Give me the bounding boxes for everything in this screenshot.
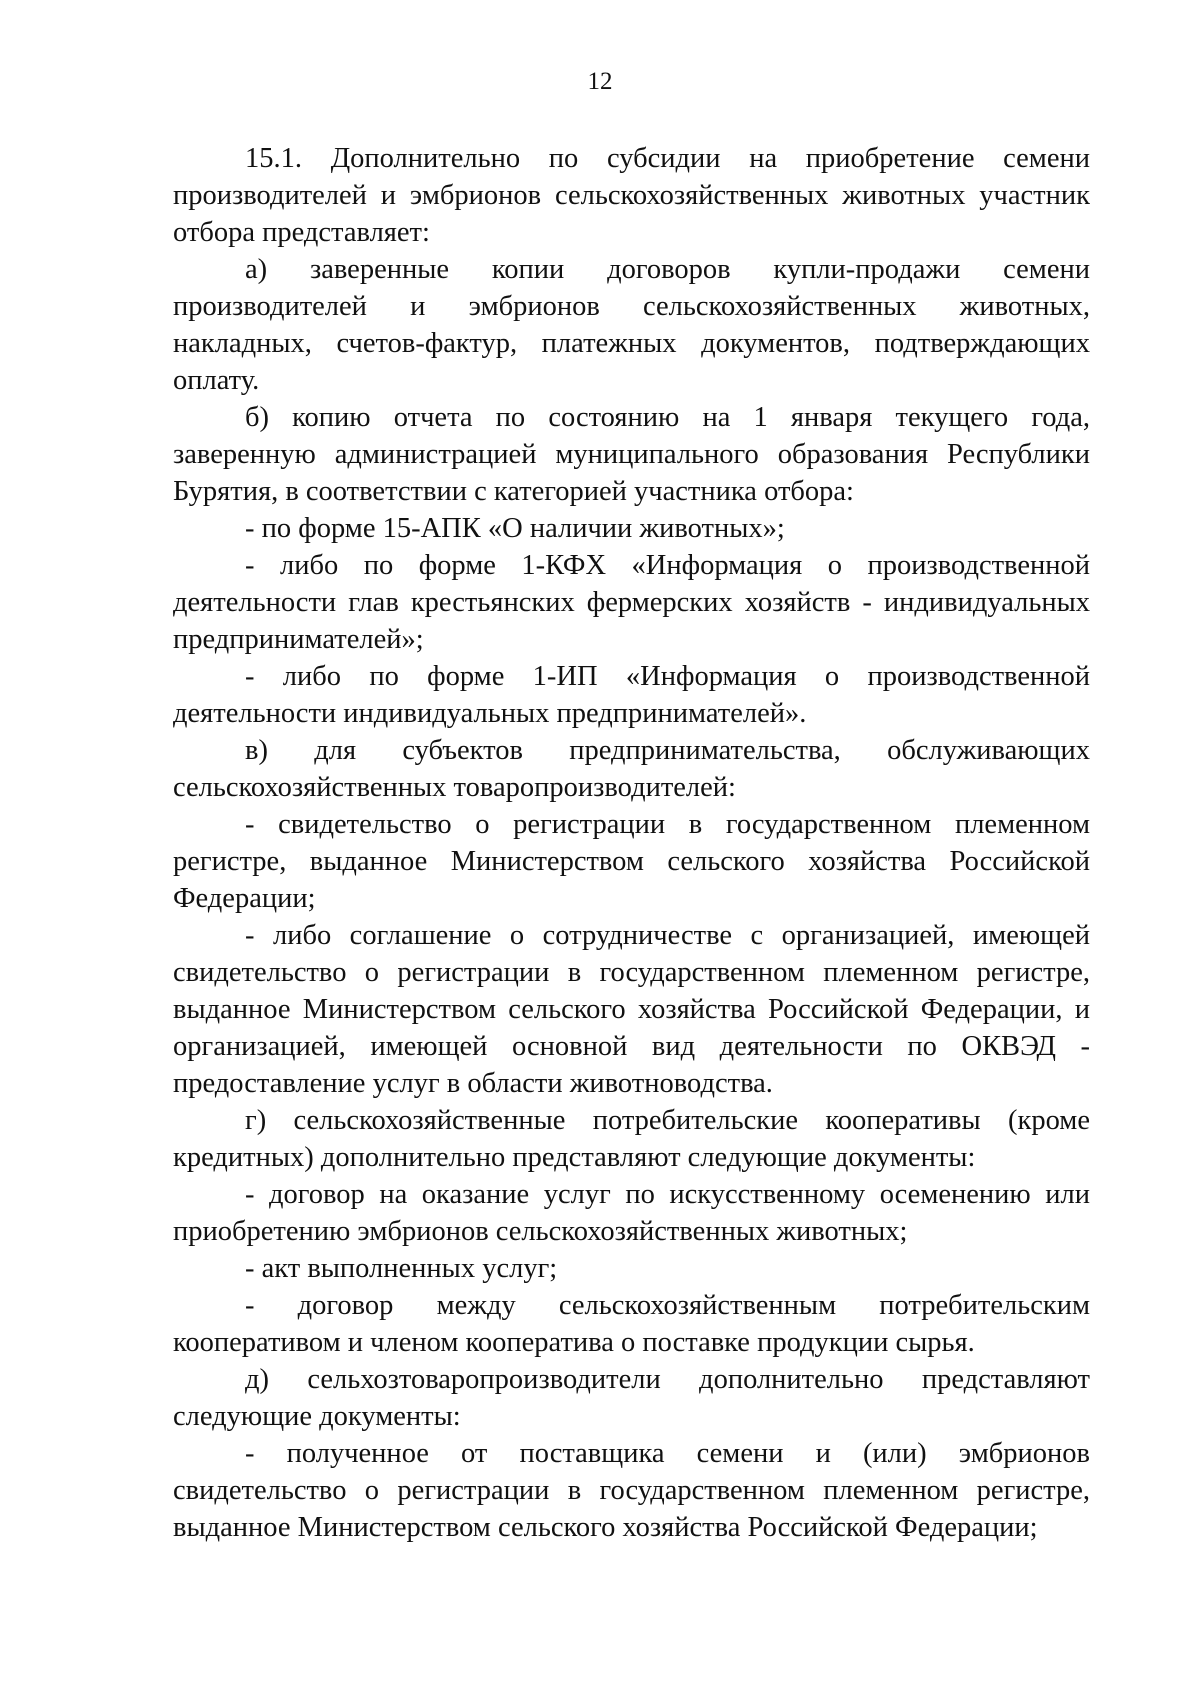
paragraph-item-b: б) копию отчета по состоянию на 1 января текущего года, заверенную администрацией муниципального образования Республики Бурятия, в соответствии с категорией участника отбора: <box>173 402 1090 507</box>
paragraph-form-1-ip: - либо по форме 1-ИП «Информация о производственной деятельности индивидуальных предпринимателей». <box>173 661 1090 729</box>
paragraph-service-contract: - договор на оказание услуг по искусственному осеменению или приобретению эмбрионов сельскохозяйственных животных; <box>173 1179 1090 1247</box>
paragraph-cooperation-agreement: - либо соглашение о сотрудничестве с организацией, имеющей свидетельство о регистрации в государственном племенном регистре, выданное Министерством сельского хозяйства Российской Федерации, и организацией, имеющей основной вид деятельности по ОКВЭД - предоставление услуг в области животноводства. <box>173 920 1090 1099</box>
paragraph-item-d: д) сельхозтоваропроизводители дополнительно представляют следующие документы: <box>173 1364 1090 1432</box>
paragraph-item-g: г) сельскохозяйственные потребительские кооперативы (кроме кредитных) дополнительно представляют следующие документы: <box>173 1105 1090 1173</box>
document-body <box>173 140 1090 1546</box>
paragraph-services-act: - акт выполненных услуг; <box>245 1253 558 1284</box>
paragraph-registry-certificate: - свидетельство о регистрации в государственном племенном регистре, выданное Министерством сельского хозяйства Российской Федерации; <box>173 809 1090 914</box>
paragraph-item-a: а) заверенные копии договоров купли-продажи семени производителей и эмбрионов сельскохозяйственных животных, накладных, счетов-фактур, платежных документов, подтверждающих оплату. <box>173 254 1090 396</box>
paragraph-form-15-apk: - по форме 15-АПК «О наличии животных»; <box>245 513 785 544</box>
paragraph-form-1-kfh: - либо по форме 1-КФХ «Информация о производственной деятельности глав крестьянских фермерских хозяйств - индивидуальных предпринимателей»; <box>173 550 1090 655</box>
paragraph-supply-contract: - договор между сельскохозяйственным потребительским кооперативом и членом кооператива о поставке продукции сырья. <box>173 1290 1090 1358</box>
paragraph-item-v: в) для субъектов предпринимательства, обслуживающих сельскохозяйственных товаропроизводителей: <box>173 735 1090 803</box>
paragraph-intro: 15.1. Дополнительно по субсидии на приобретение семени производителей и эмбрионов сельскохозяйственных животных участник отбора представляет: <box>173 143 1090 248</box>
page-number: 12 <box>587 68 613 95</box>
paragraph-supplier-certificate: - полученное от поставщика семени и (или) эмбрионов свидетельство о регистрации в государственном племенном регистре, выданное Министерством сельского хозяйства Российской Федерации; <box>173 1438 1090 1543</box>
